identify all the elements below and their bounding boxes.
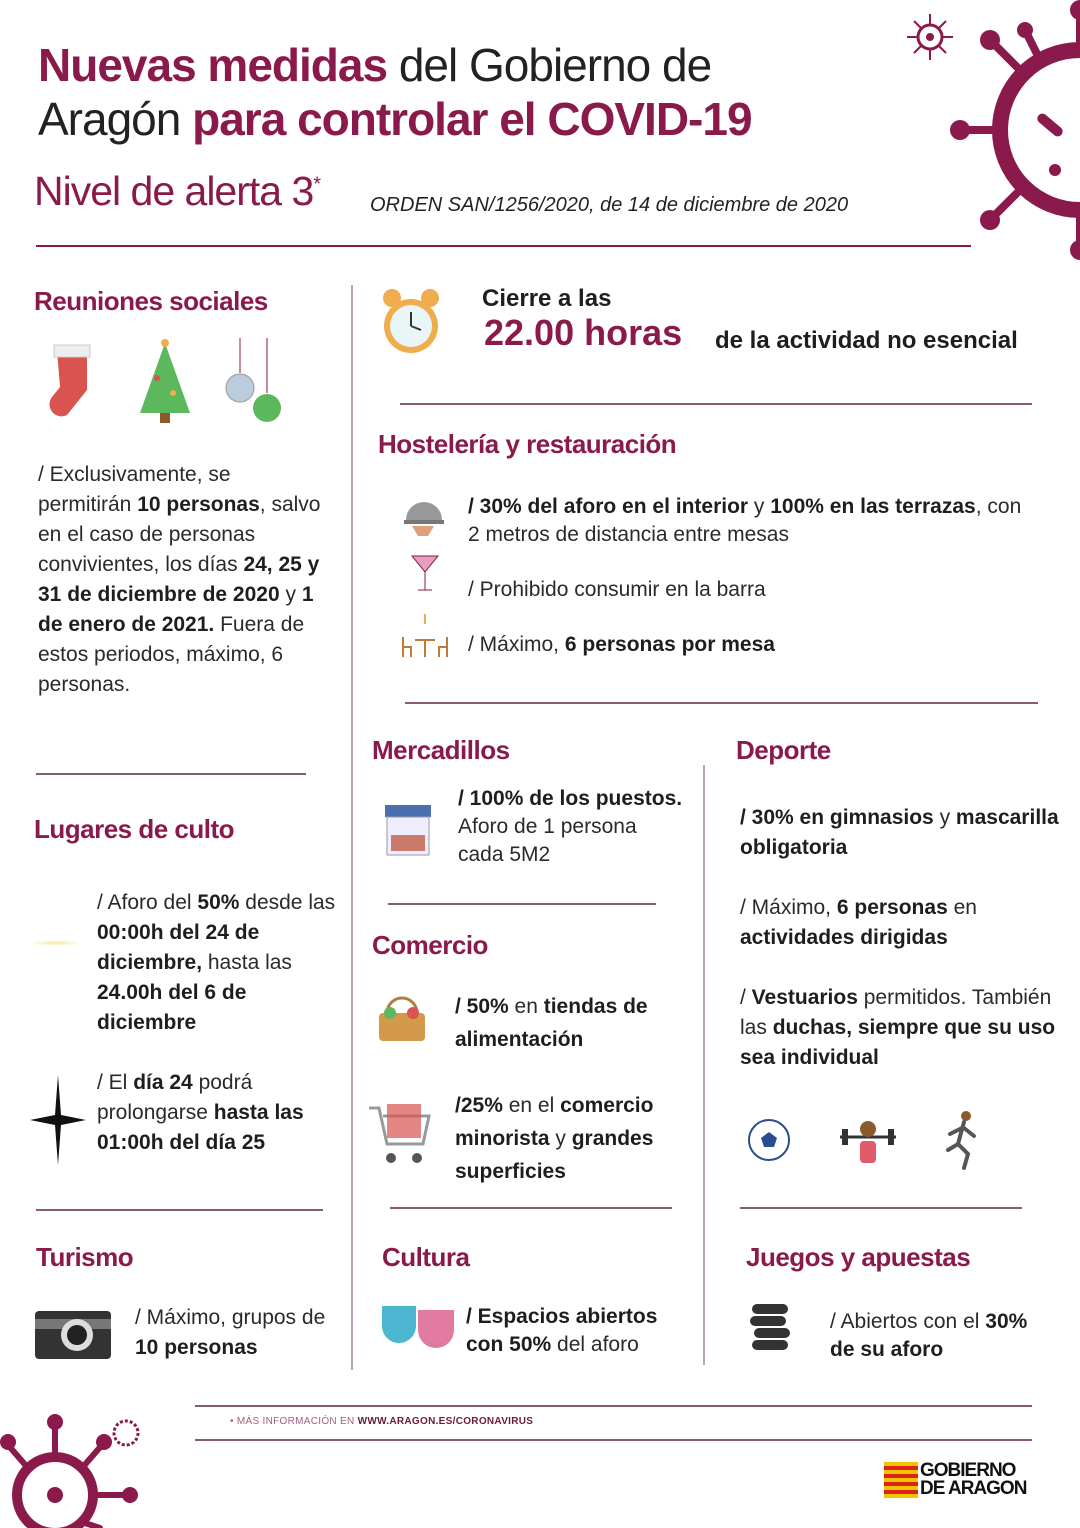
text-segment: , salvo en el caso de personas convivientes, los días xyxy=(38,493,321,576)
bold-text: tiendas de alimentación xyxy=(455,995,648,1051)
logo-line-1: GOBIERNO xyxy=(920,1460,1016,1481)
section-title-reuniones: Reuniones sociales xyxy=(34,286,268,316)
title-line-1 xyxy=(38,38,711,92)
divider xyxy=(405,702,1038,704)
text-segment: en el xyxy=(502,1094,561,1117)
text-segment: Aforo de 1 persona cada 5M2 xyxy=(458,815,637,866)
text-segment: / Prohibido consumir en la barra xyxy=(468,578,766,601)
section-title-comercio: Comercio xyxy=(372,930,488,960)
weightlifter-icon xyxy=(838,1115,898,1167)
mercadillos-text xyxy=(458,785,683,869)
hosteleria-item-3 xyxy=(468,630,1028,660)
text-segment: / Abiertos con el xyxy=(830,1310,986,1333)
closing-rest: de la actividad no esencial xyxy=(715,327,1018,354)
reuniones-text xyxy=(38,460,328,700)
divider xyxy=(388,903,656,905)
text-segment: desde las xyxy=(239,891,336,914)
bold-text: hasta las 01:00h del día 25 xyxy=(97,1101,304,1154)
column-divider xyxy=(703,765,705,1365)
bold-text: 50% xyxy=(197,891,240,914)
section-title-mercadillos: Mercadillos xyxy=(372,735,510,765)
bold-text: actividades dirigidas xyxy=(740,926,948,949)
text-segment: en xyxy=(947,896,977,919)
bold-text: / 100% de los puestos. xyxy=(458,787,683,810)
more-info: • MÁS INFORMACIÓN EN WWW.ARAGON.ES/CORONAVIRUS xyxy=(230,1416,534,1427)
star-icon xyxy=(30,1075,86,1165)
bold-text: / 50% xyxy=(455,995,509,1018)
section-title-deporte: Deporte xyxy=(736,735,831,765)
closing-time: 22.00 horas xyxy=(484,312,683,353)
gobierno-aragon-logo xyxy=(884,1462,1026,1498)
alarm-clock-icon xyxy=(380,284,442,360)
section-title-juegos: Juegos y apuestas xyxy=(746,1242,971,1272)
logo-line-2: DE ARAGON xyxy=(920,1478,1027,1499)
text-segment: / Máximo, grupos de xyxy=(135,1306,326,1329)
bold-text: 6 personas por mesa xyxy=(564,633,775,656)
alert-level-text: Nivel de alerta 3 xyxy=(34,168,314,214)
more-info-link[interactable]: WWW.ARAGON.ES/CORONAVIRUS xyxy=(357,1416,534,1427)
aragon-flag-icon xyxy=(884,1462,918,1498)
divider xyxy=(390,1207,672,1209)
soccer-ball-icon xyxy=(747,1118,791,1162)
bold-text: día 24 xyxy=(133,1071,193,1094)
text-segment: Fuera de estos periodos, máximo, 6 personas. xyxy=(38,613,305,696)
text-segment: del aforo xyxy=(551,1333,639,1356)
more-info-label: MÁS INFORMACIÓN EN xyxy=(236,1416,358,1427)
runner-icon xyxy=(940,1110,980,1170)
text-segment: / Máximo, xyxy=(468,633,565,656)
text-segment: hasta las xyxy=(202,951,292,974)
juegos-text xyxy=(830,1308,1050,1364)
bold-text: 100% en las terrazas xyxy=(770,495,976,518)
text-segment: del Gobierno de xyxy=(387,39,712,91)
text-segment: / El xyxy=(97,1071,134,1094)
bold-text: / 30% del aforo en el interior xyxy=(468,495,749,518)
text-segment: podrá prolongarse xyxy=(97,1071,253,1124)
bold-text: 10 personas xyxy=(135,1336,258,1359)
text-segment: / Exclusivamente, se permitirán xyxy=(38,463,231,516)
text-segment: / Máximo, xyxy=(740,896,837,919)
bold-text: / Espacios abiertos con 50% xyxy=(466,1305,658,1356)
bold-text: 00:00h del 24 de diciembre, xyxy=(97,921,260,974)
text-segment: / Aforo del xyxy=(97,891,198,914)
section-title-hosteleria: Hostelería y restauración xyxy=(378,429,677,459)
bold-text: 6 personas xyxy=(836,896,948,919)
closing-label: Cierre a las xyxy=(482,285,612,312)
divider xyxy=(740,1207,1022,1209)
serving-cloche-icon xyxy=(402,490,446,538)
hosteleria-item-1 xyxy=(468,493,1038,549)
text-segment: permitidos. También las xyxy=(740,986,1052,1039)
section-title-culto: Lugares de culto xyxy=(34,814,235,844)
divider xyxy=(36,1209,323,1211)
bold-text: Nuevas medidas xyxy=(38,39,388,91)
cocktail-icon xyxy=(410,550,440,595)
bold-text: mascarilla obligatoria xyxy=(740,806,1059,859)
ornaments-icon xyxy=(225,338,285,428)
market-stall-icon xyxy=(383,803,433,857)
divider xyxy=(400,403,1032,405)
section-title-turismo: Turismo xyxy=(36,1242,134,1272)
stocking-icon xyxy=(42,340,102,425)
comercio-item-1 xyxy=(455,990,690,1056)
theater-masks-icon xyxy=(380,1300,458,1354)
culto-text-1 xyxy=(97,888,345,1038)
candle-glow-icon xyxy=(28,940,83,946)
text-segment: y xyxy=(933,806,956,829)
bold-text: Vestuarios xyxy=(751,986,858,1009)
bold-text: 24.00h del 6 de diciembre xyxy=(97,981,247,1034)
hosteleria-item-2 xyxy=(468,575,1028,605)
deporte-item-1 xyxy=(740,803,1060,863)
table-chairs-icon xyxy=(400,612,450,658)
virus-bottom-icon xyxy=(0,1400,160,1528)
column-divider xyxy=(351,285,353,1370)
deporte-item-2 xyxy=(740,893,1060,953)
section-title-cultura: Cultura xyxy=(382,1242,470,1272)
divider xyxy=(36,773,306,775)
text-segment: y xyxy=(279,583,302,606)
text-segment: en xyxy=(508,995,544,1018)
virus-large-icon xyxy=(940,0,1080,270)
footer-divider-top xyxy=(195,1405,1032,1407)
bold-text: /25% xyxy=(455,1094,503,1117)
bold-text: 10 personas xyxy=(137,493,260,516)
deporte-item-3 xyxy=(740,983,1060,1073)
bold-text: duchas, siempre que su uso sea individual xyxy=(740,1016,1056,1069)
turismo-text xyxy=(135,1303,335,1363)
text-segment: / xyxy=(740,986,752,1009)
alert-level xyxy=(34,168,320,215)
text-segment: y xyxy=(748,495,771,518)
bold-text: 24, 25 y 31 de diciembre de 2020 xyxy=(38,553,320,606)
culto-text-2 xyxy=(97,1068,342,1158)
bold-text: comercio minorista xyxy=(455,1094,654,1150)
bold-text: / 30% en gimnasios xyxy=(740,806,934,829)
camera-icon xyxy=(35,1305,111,1359)
bold-text: 1 de enero de 2021. xyxy=(38,583,314,636)
alert-asterisk: * xyxy=(313,173,321,196)
order-reference: ORDEN SAN/1256/2020, de 14 de diciembre de 2020 xyxy=(370,194,849,216)
header-divider xyxy=(36,245,971,247)
bold-text: para controlar el COVID-19 xyxy=(192,93,752,145)
comercio-item-2 xyxy=(455,1089,695,1188)
text-segment: y xyxy=(549,1127,572,1150)
poker-chips-icon xyxy=(748,1302,792,1358)
grocery-basket-icon xyxy=(375,993,429,1045)
footer-divider-bottom xyxy=(195,1439,1032,1441)
cultura-text xyxy=(466,1303,696,1359)
bold-text: grandes superficies xyxy=(455,1127,654,1183)
text-segment: , con 2 metros de distancia entre mesas xyxy=(468,495,1022,546)
christmas-tree-icon xyxy=(135,338,195,428)
text-segment: Aragón xyxy=(38,93,193,145)
shopping-cart-icon xyxy=(367,1100,431,1166)
title-line-2 xyxy=(38,92,752,146)
bold-text: 30% de su aforo xyxy=(830,1310,1028,1361)
